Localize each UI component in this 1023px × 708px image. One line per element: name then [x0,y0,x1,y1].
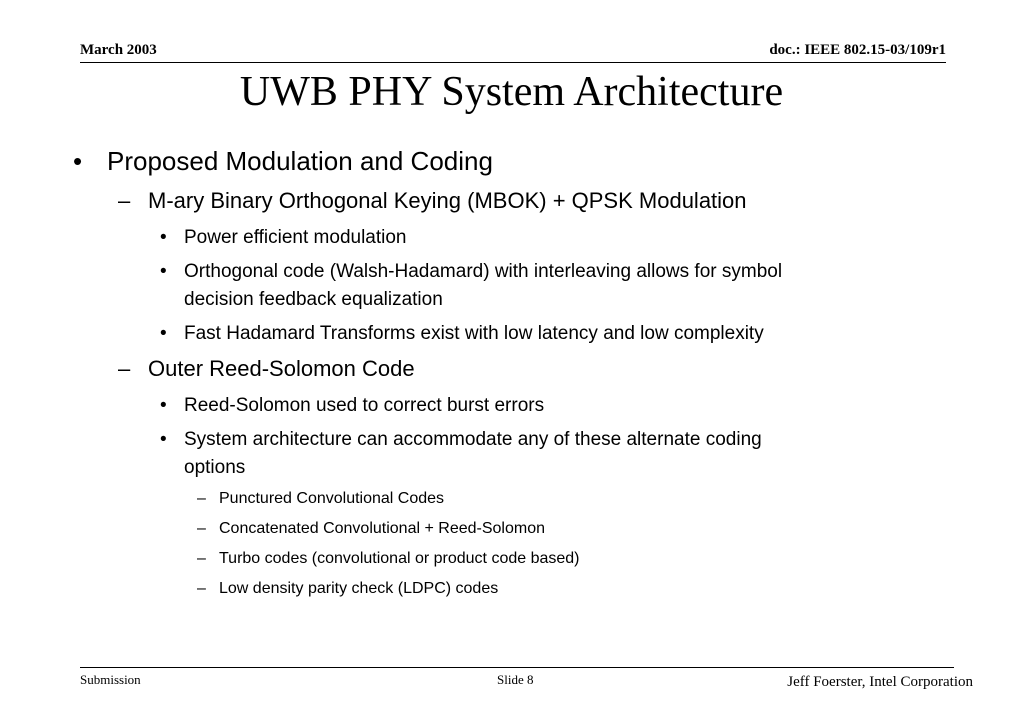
bullet-marker: • [160,429,167,450]
bullet-level1: Proposed Modulation and Coding [107,146,493,176]
footer-divider [80,667,954,668]
bullet-level4: Punctured Convolutional Codes [219,490,445,507]
footer-submission: Submission [80,672,141,687]
bullet-level3: Reed-Solomon used to correct burst errors [184,395,545,416]
bullet-level4: Low density parity check (LDPC) codes [219,580,499,597]
bullet-level3: System architecture can accommodate any of these alternate coding [184,429,762,450]
header-doc-id: doc.: IEEE 802.15-03/109r1 [769,42,946,58]
footer-slide-number: Slide 8 [497,672,534,687]
dash-marker: – [197,580,206,597]
bullet-level3: Orthogonal code (Walsh-Hadamard) with interleaving allows for symbol [184,261,783,282]
dash-marker: – [197,490,206,507]
header-date: March 2003 [80,42,157,58]
footer-author: Jeff Foerster, Intel Corporation [787,674,973,690]
bullet-marker: • [160,395,167,416]
bullet-level4: Turbo codes (convolutional or product code based) [219,550,580,567]
bullet-level2: M-ary Binary Orthogonal Keying (MBOK) + QPSK Modulation [148,188,747,213]
bullet-marker: • [160,227,167,248]
bullet-marker: • [160,261,167,282]
bullet-marker: • [73,146,83,176]
dash-marker: – [118,188,131,213]
bullet-level4: Concatenated Convolutional + Reed-Solomon [219,520,545,537]
bullet-level3-continued: options [184,457,246,478]
bullet-marker: • [160,323,167,344]
bullet-level3: Fast Hadamard Transforms exist with low latency and low complexity [184,323,764,344]
dash-marker: – [197,520,206,537]
bullet-level2: Outer Reed-Solomon Code [148,356,415,381]
dash-marker: – [197,550,206,567]
bullet-level3-continued: decision feedback equalization [184,289,443,310]
slide-title: UWB PHY System Architecture [239,69,784,115]
dash-marker: – [118,356,131,381]
header-divider [80,62,946,63]
bullet-level3: Power efficient modulation [184,227,407,248]
